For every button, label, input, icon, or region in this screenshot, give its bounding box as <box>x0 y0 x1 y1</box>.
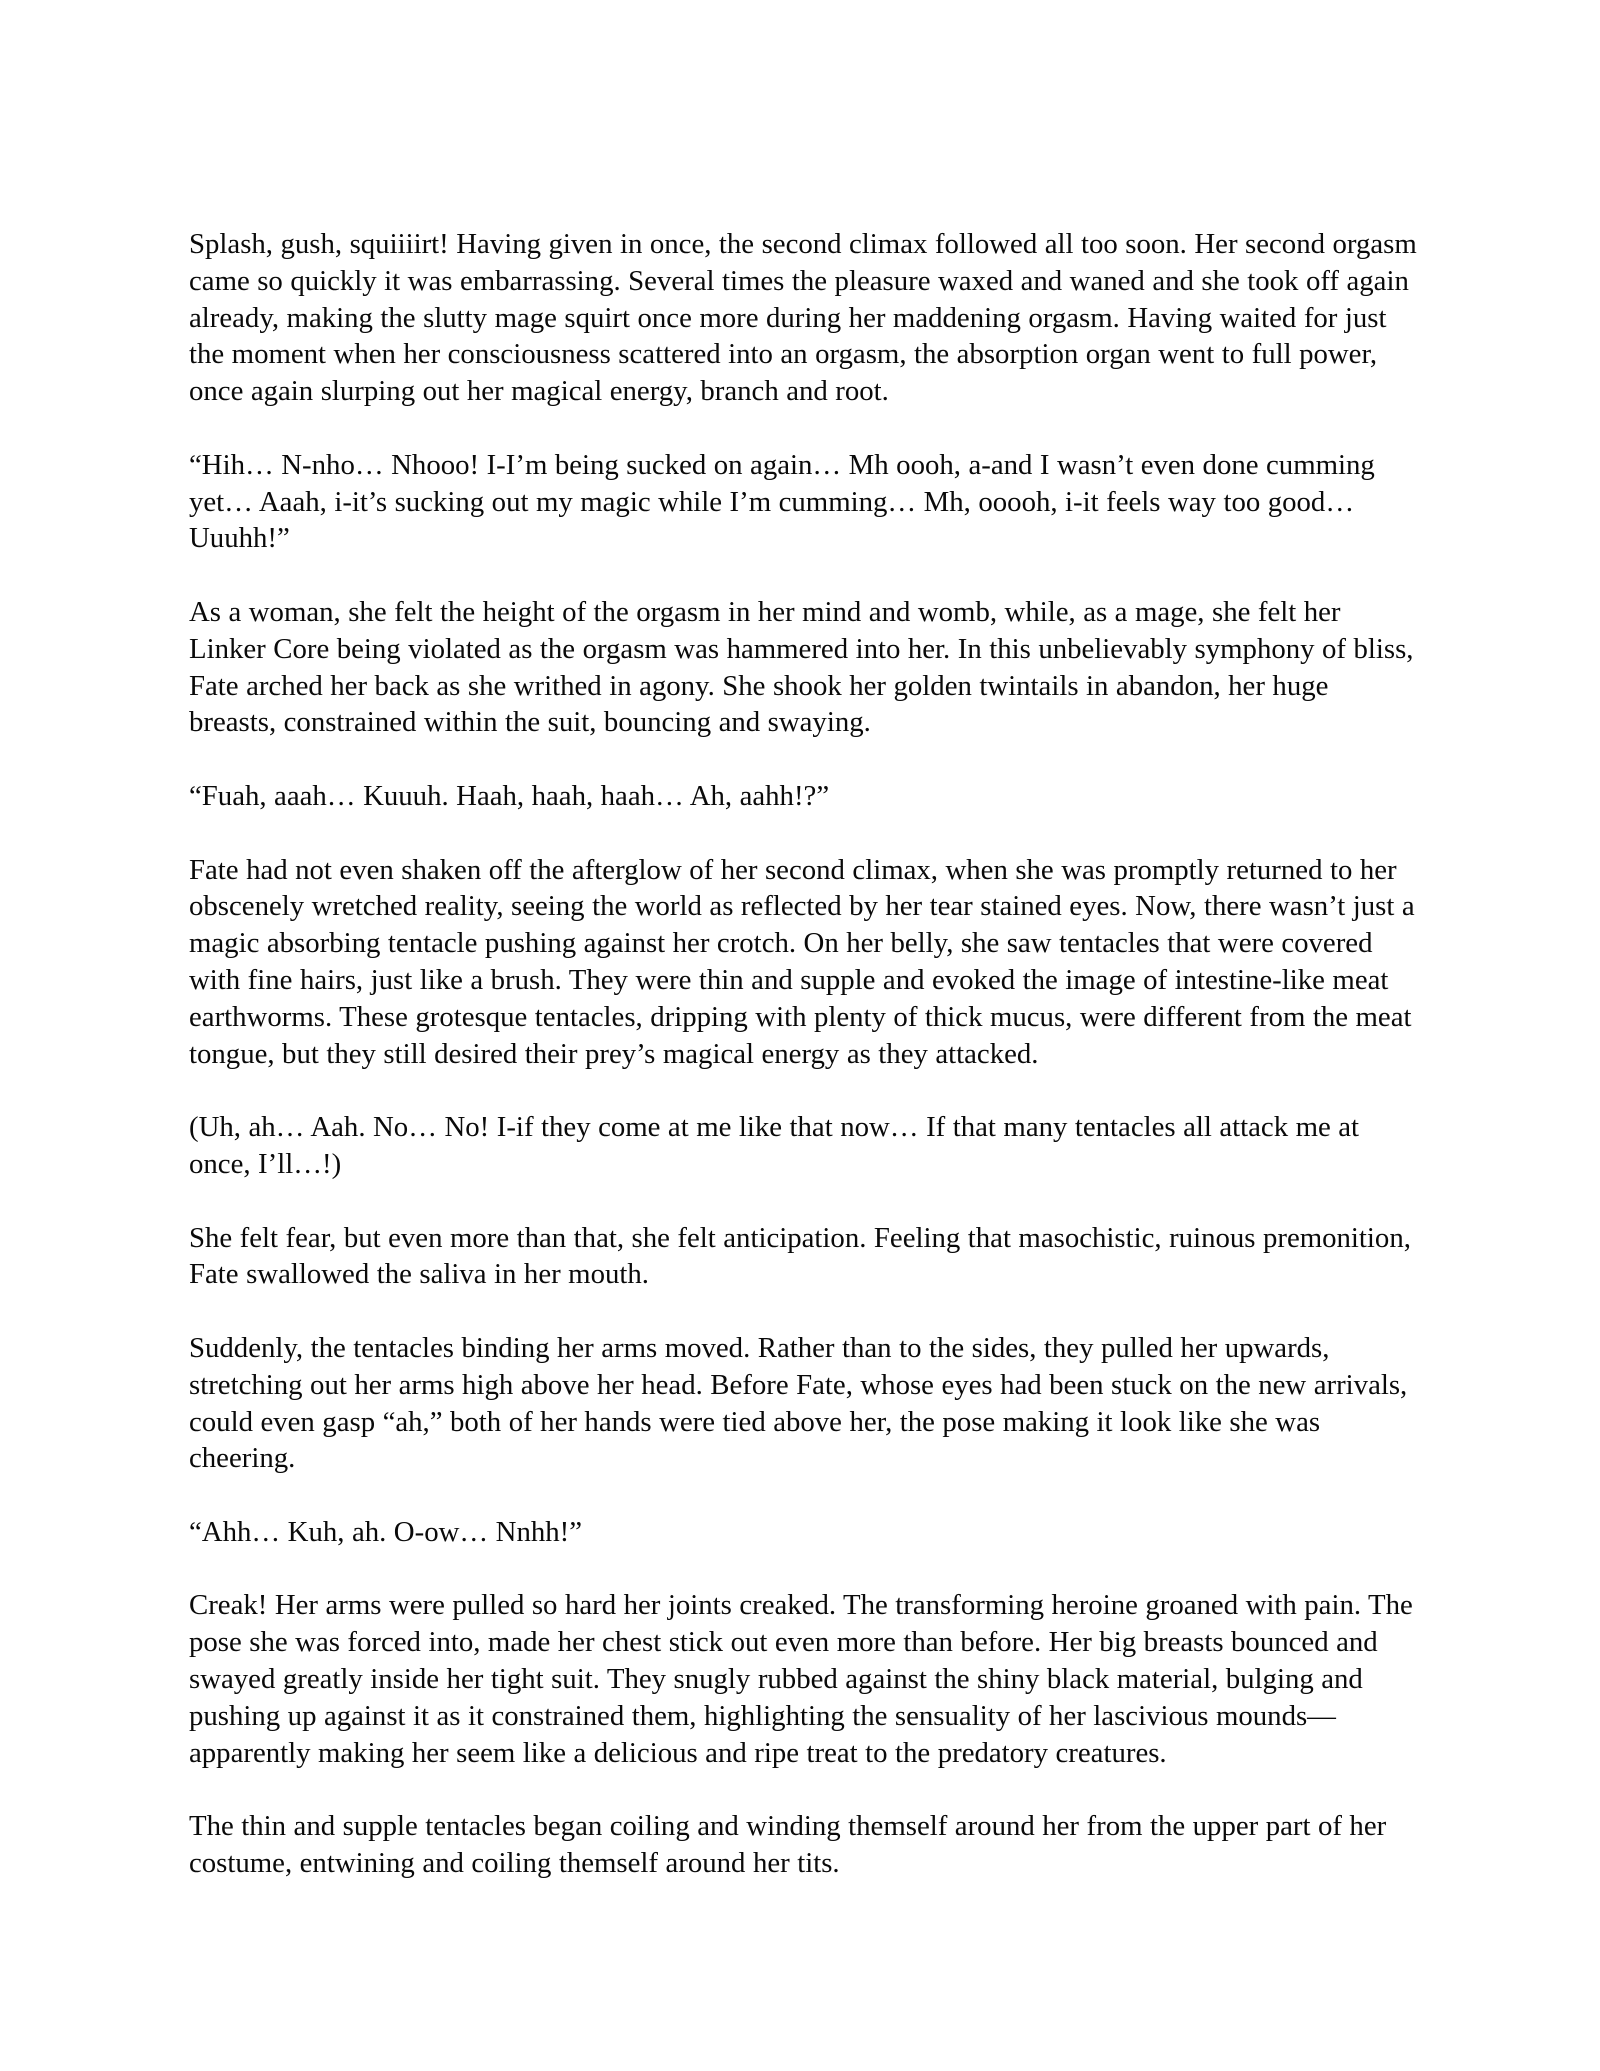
paragraph-3: As a woman, she felt the height of the orgasm in her mind and womb, while, as a mage, she felt her Linker Core being violated as the orgasm was hammered into her. In this unbelievably symphony of bliss, Fate arched her back as she writhed in agony. She shook her golden twintails in abandon, her huge breasts, constrained within the suit, bouncing and swaying. <box>189 595 1414 739</box>
paragraph-7: She felt fear, but even more than that, she felt anticipation. Feeling that masochistic, ruinous premonition, Fate swallowed the saliva in her mouth. <box>189 1221 1411 1291</box>
paragraph-10: Creak! Her arms were pulled so hard her joints creaked. The transforming heroine groaned with pain. The pose she was forced into, made her chest stick out even more than before. Her big breasts bounced and swayed greatly inside her tight suit. They snugly rubbed against the shiny black material, bulging and pushing up against it as it constrained them, highlighting the sensuality of her lascivious mounds—apparently making her seem like a delicious and ripe treat to the predatory creatures. <box>189 1589 1413 1769</box>
paragraph-6-inner-thought: (Uh, ah… Aah. No… No! I-if they come at me like that now… If that many tentacles all attack me at once, I’ll…!) <box>189 1111 1360 1180</box>
paragraph-8: Suddenly, the tentacles binding her arms moved. Rather than to the sides, they pulled her upwards, stretching out her arms high above her head. Before Fate, whose eyes had been stuck on the new arrivals, could even gasp “ah,” both of her hands were tied above her, the pose making it look like she was cheering. <box>189 1331 1408 1475</box>
paragraph-5: Fate had not even shaken off the afterglow of her second climax, when she was promptly returned to her obscenely wretched reality, seeing the world as reflected by her tear stained eyes. Now, there wasn’t just a magic absorbing tentacle pushing against her crotch. On her belly, she saw tentacles that were covered with fine hairs, just like a brush. They were thin and supple and evoked the image of intestine-like meat earthworms. These grotesque tentacles, dripping with plenty of thick mucus, were different from the meat tongue, but they still desired their prey’s magical energy as they attacked. <box>189 853 1415 1070</box>
paragraph-11: The thin and supple tentacles began coiling and winding themself around her from the upper part of her costume, entwining and coiling themself around her tits. <box>189 1810 1387 1880</box>
paragraph-1: Splash, gush, squiiiirt! Having given in once, the second climax followed all too soon. Her second orgasm came so quickly it was embarrassing. Several times the pleasure waxed and waned and she took off again already, making the slutty mage squirt once more during her maddening orgasm. Having waited for just the moment when her consciousness scattered into an orgasm, the absorption organ went to full power, once again slurping out her magical energy, branch and root. <box>189 228 1417 408</box>
paragraph-2-dialogue: “Hih… N-nho… Nhooo! I-I’m being sucked on again… Mh oooh, a-and I wasn’t even done cumming yet… Aaah, i-it’s sucking out my magic while I’m cumming… Mh, ooooh, i-it feels way too good… Uuuhh!” <box>189 448 1375 555</box>
paragraph-9-dialogue: “Ahh… Kuh, ah. O-ow… Nnhh!” <box>189 1515 583 1548</box>
paragraph-4-dialogue: “Fuah, aaah… Kuuuh. Haah, haah, haah… Ah, aahh!?” <box>189 779 830 812</box>
document-text-block <box>189 226 1417 1882</box>
